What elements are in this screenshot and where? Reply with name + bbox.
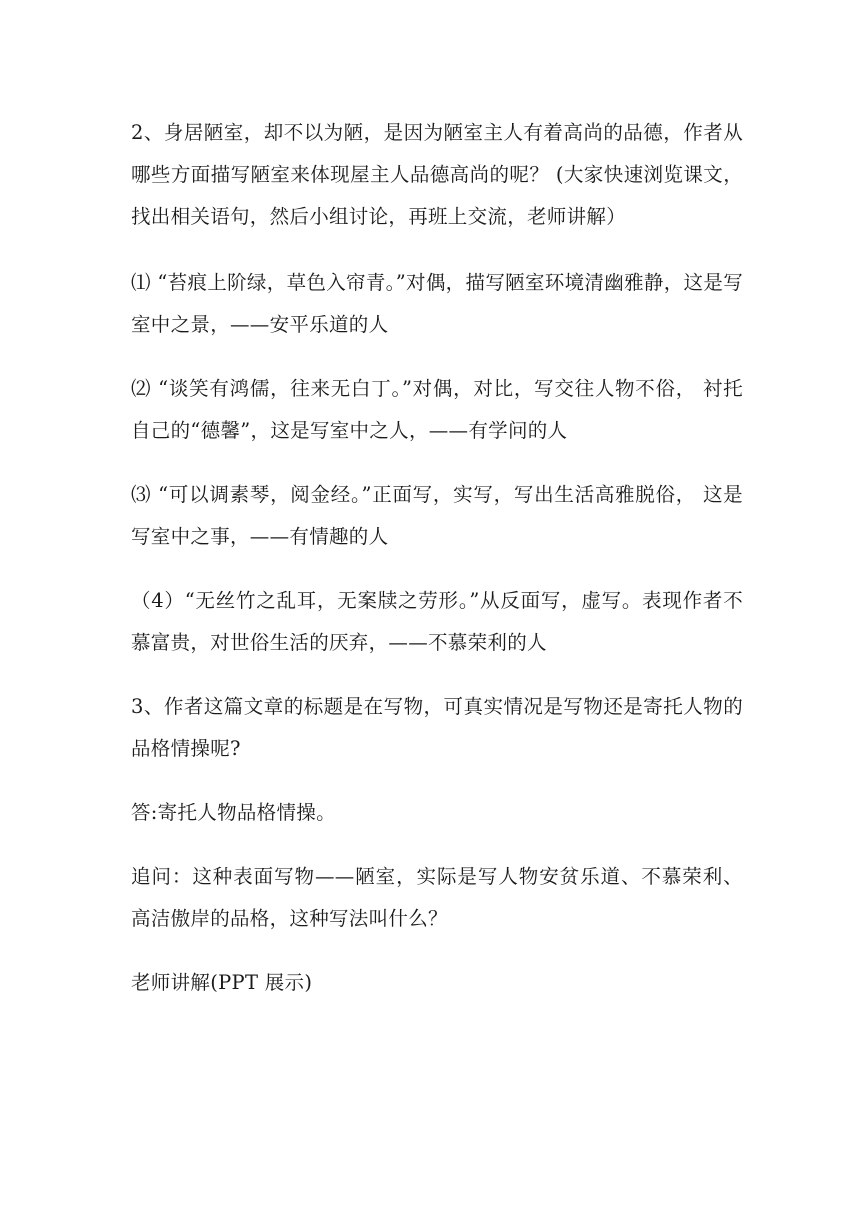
- document-page: [131, 112, 743, 1004]
- answer-paragraph: 答:寄托人物品格情操。: [131, 801, 336, 824]
- answer-item-2: ⑵ “谈笑有鸿儒，往来无白丁。”对偶，对比，写交往人物不俗， 衬托自己的“德馨”，这是写室中之人，——有学问的人: [131, 377, 743, 442]
- question-3-paragraph: 3、作者这篇文章的标题是在写物，可真实情况是写物还是寄托人物的品格情操呢?: [131, 695, 743, 760]
- answer-item-3: ⑶ “可以调素琴，阅金经。”正面写，实写，写出生活高雅脱俗， 这是写室中之事，——有情趣的人: [131, 483, 743, 548]
- follow-up-question: 追问：这种表面写物——陋室，实际是写人物安贫乐道、不慕荣利、高洁傲岸的品格，这种写法叫什么？: [131, 865, 743, 930]
- question-2-paragraph: 2、身居陋室，却不以为陋，是因为陋室主人有着高尚的品德，作者从哪些方面描写陋室来体现屋主人品德高尚的呢？ (大家快速浏览课文，找出相关语句，然后小组讨论，再班上交流，老师讲解）: [131, 121, 743, 228]
- answer-item-4: （4）“无丝竹之乱耳，无案牍之劳形。”从反面写，虚写。表现作者不慕富贵，对世俗生活的厌弃，——不慕荣利的人: [131, 589, 743, 654]
- teacher-explanation-note: 老师讲解(PPT 展示): [131, 971, 313, 994]
- answer-item-1: ⑴ “苔痕上阶绿，草色入帘青。”对偶，描写陋室环境清幽雅静，这是写室中之景，——安平乐道的人: [131, 271, 743, 336]
